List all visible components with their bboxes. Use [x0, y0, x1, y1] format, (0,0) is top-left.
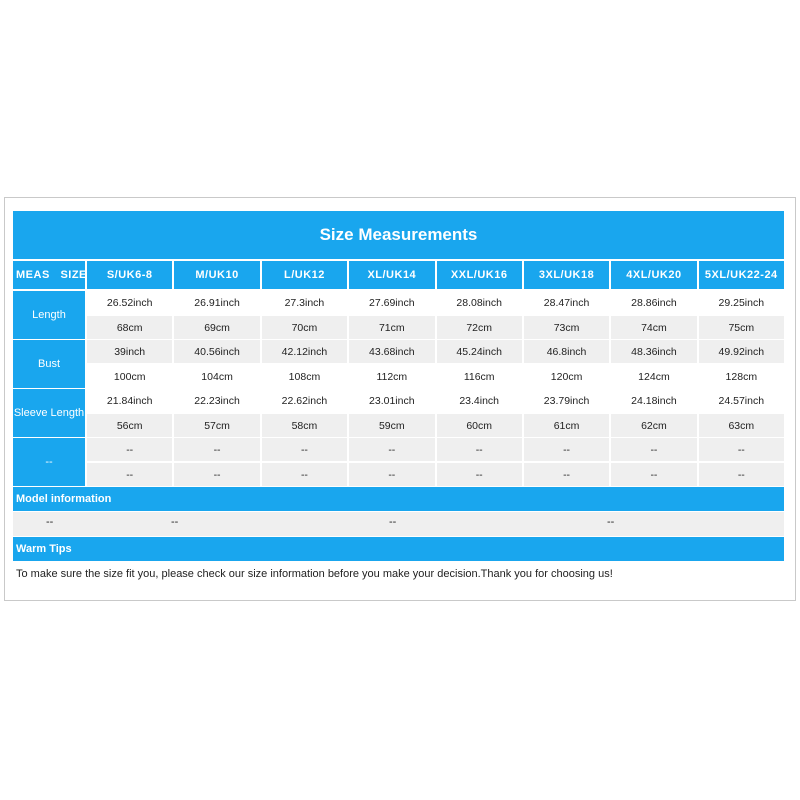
row-label-sleeve-length: Sleeve Length — [13, 389, 85, 437]
table-cell: 28.86inch — [611, 291, 696, 314]
table-cell: 62cm — [611, 414, 696, 437]
size-header-s: S/UK6-8 — [87, 261, 172, 289]
size-header-row — [13, 261, 784, 289]
table-cell: 57cm — [174, 414, 259, 437]
cm-row — [87, 414, 784, 437]
table-cell: 23.4inch — [437, 389, 522, 412]
table-cell: -- — [699, 463, 784, 486]
table-cell: 46.8inch — [524, 340, 609, 363]
cm-row — [87, 463, 784, 486]
table-cell: -- — [699, 438, 784, 461]
model-value: -- — [607, 516, 615, 528]
inch-row — [87, 389, 784, 412]
size-header-m: M/UK10 — [174, 261, 259, 289]
row-label-bust: Bust — [13, 340, 85, 388]
table-cell: 45.24inch — [437, 340, 522, 363]
table-row-bust — [13, 340, 784, 388]
size-header-xxl: XXL/UK16 — [437, 261, 522, 289]
table-cell: 73cm — [524, 316, 609, 339]
table-cell: 71cm — [349, 316, 434, 339]
table-cell: 124cm — [611, 365, 696, 388]
table-cell: 22.23inch — [174, 389, 259, 412]
table-cell: -- — [349, 463, 434, 486]
warm-tips-text: To make sure the size fit you, please check our size information before you make your decision.Thank you for choosing us! — [13, 562, 784, 586]
table-cell: 28.08inch — [437, 291, 522, 314]
table-cell: 23.79inch — [524, 389, 609, 412]
table-cell: -- — [87, 438, 172, 461]
size-header-4xl: 4XL/UK20 — [611, 261, 696, 289]
table-cell: 26.91inch — [174, 291, 259, 314]
table-cell: -- — [349, 438, 434, 461]
table-cell: 60cm — [437, 414, 522, 437]
table-cell: -- — [87, 463, 172, 486]
model-information-row — [13, 512, 784, 536]
size-header-3xl: 3XL/UK18 — [524, 261, 609, 289]
table-cell: 26.52inch — [87, 291, 172, 314]
table-cell: 100cm — [87, 365, 172, 388]
table-cell: -- — [611, 463, 696, 486]
measurement-table — [13, 291, 784, 487]
inch-row — [87, 340, 784, 363]
warm-tips-heading: Warm Tips — [13, 537, 784, 561]
table-cell: 28.47inch — [524, 291, 609, 314]
table-cell: 104cm — [174, 365, 259, 388]
row-label-placeholder: -- — [13, 438, 85, 486]
table-cell: 68cm — [87, 316, 172, 339]
size-header-5xl: 5XL/UK22-24 — [699, 261, 784, 289]
table-cell: -- — [437, 438, 522, 461]
table-cell: 112cm — [349, 365, 434, 388]
table-cell: 59cm — [349, 414, 434, 437]
size-chart-title: Size Measurements — [13, 211, 784, 259]
table-cell: -- — [611, 438, 696, 461]
meas-size-header: MEAS SIZE — [13, 261, 85, 289]
table-cell: -- — [524, 438, 609, 461]
table-cell: 56cm — [87, 414, 172, 437]
table-cell: 29.25inch — [699, 291, 784, 314]
table-row-length — [13, 291, 784, 339]
table-cell: 23.01inch — [349, 389, 434, 412]
model-value: -- — [171, 516, 179, 528]
table-cell: 42.12inch — [262, 340, 347, 363]
cm-row — [87, 365, 784, 388]
inch-row — [87, 438, 784, 461]
table-cell: 128cm — [699, 365, 784, 388]
row-label-length: Length — [13, 291, 85, 339]
table-cell: 58cm — [262, 414, 347, 437]
table-cell: -- — [174, 463, 259, 486]
table-cell: 27.69inch — [349, 291, 434, 314]
table-cell: 24.18inch — [611, 389, 696, 412]
table-cell: 72cm — [437, 316, 522, 339]
table-cell: 40.56inch — [174, 340, 259, 363]
table-cell: -- — [174, 438, 259, 461]
table-cell: -- — [437, 463, 522, 486]
table-cell: -- — [262, 438, 347, 461]
table-cell: 63cm — [699, 414, 784, 437]
table-cell: -- — [262, 463, 347, 486]
table-cell: 48.36inch — [611, 340, 696, 363]
table-cell: 27.3inch — [262, 291, 347, 314]
cm-row — [87, 316, 784, 339]
inch-row — [87, 291, 784, 314]
table-row-sleeve-length — [13, 389, 784, 437]
table-cell: 108cm — [262, 365, 347, 388]
model-information-heading: Model information — [13, 487, 784, 511]
table-cell: 74cm — [611, 316, 696, 339]
table-cell: 39inch — [87, 340, 172, 363]
table-cell: 24.57inch — [699, 389, 784, 412]
table-cell: 61cm — [524, 414, 609, 437]
table-cell: 75cm — [699, 316, 784, 339]
table-cell: 22.62inch — [262, 389, 347, 412]
table-cell: 69cm — [174, 316, 259, 339]
table-cell: 49.92inch — [699, 340, 784, 363]
size-header-l: L/UK12 — [262, 261, 347, 289]
table-cell: 120cm — [524, 365, 609, 388]
size-header-xl: XL/UK14 — [349, 261, 434, 289]
table-cell: -- — [524, 463, 609, 486]
table-cell: 21.84inch — [87, 389, 172, 412]
table-cell: 43.68inch — [349, 340, 434, 363]
table-row-placeholder — [13, 438, 784, 486]
model-value: -- — [46, 516, 54, 528]
model-value: -- — [389, 516, 397, 528]
table-cell: 70cm — [262, 316, 347, 339]
table-cell: 116cm — [437, 365, 522, 388]
